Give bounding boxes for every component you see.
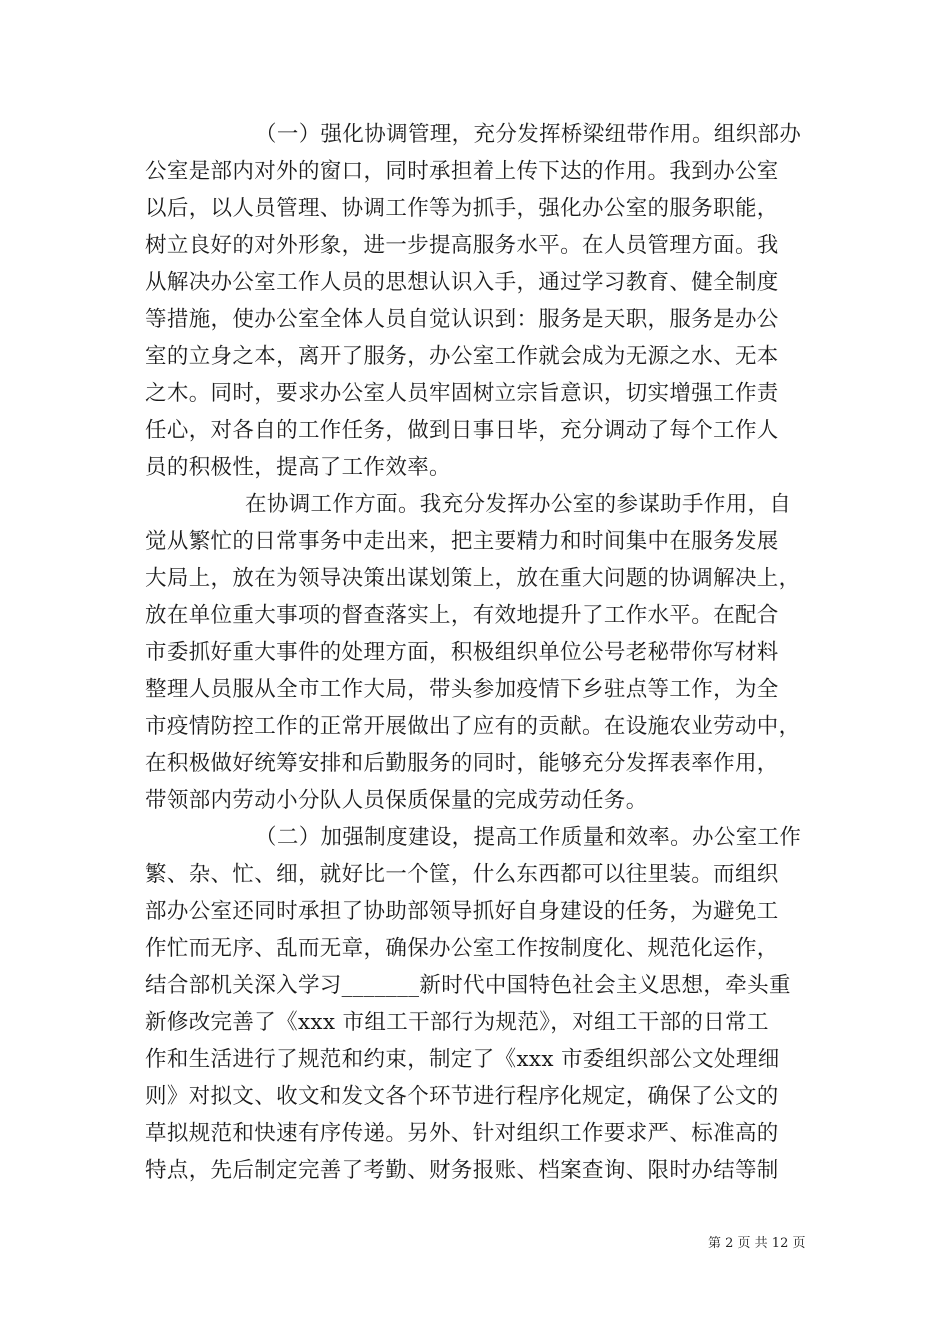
paragraph-line: （二）加强制度建设，提高工作质量和效率。办公室工作	[255, 825, 802, 850]
paragraph-line: 则》对拟文、收文和发文各个环节进行程序化规定，确保了公文的	[145, 1084, 779, 1109]
paragraph-line: 等措施，使办公室全体人员自觉认识到：服务是天职，服务是办公	[145, 307, 779, 332]
paragraph-line: 市疫情防控工作的正常开展做出了应有的贡献。在设施农业劳动中，	[145, 714, 801, 739]
paragraph-line: 放在单位重大事项的督查落实上，有效地提升了工作水平。在配合	[145, 603, 779, 628]
paragraph-line: 草拟规范和快速有序传递。另外、针对组织工作要求严、标准高的	[145, 1121, 779, 1146]
paragraph-line: 公室是部内对外的窗口，同时承担着上传下达的作用。我到办公室	[145, 159, 779, 184]
paragraph-line: 大局上，放在为领导决策出谋划策上，放在重大问题的协调解决上，	[145, 566, 801, 591]
paragraph-line: 作和生活进行了规范和约束，制定了《xxx 市委组织部公文处理细	[145, 1047, 780, 1072]
paragraph-line: （一）强化协调管理，充分发挥桥梁纽带作用。组织部办	[255, 122, 802, 147]
paragraph-line: 员的积极性，提高了工作效率。	[145, 455, 451, 480]
paragraph-line: 之木。同时，要求办公室人员牢固树立宗旨意识，切实增强工作责	[145, 381, 779, 406]
paragraph-line: 新修改完善了《xxx 市组工干部行为规范》，对组工干部的日常工	[145, 1010, 769, 1035]
paragraph-line: 特点，先后制定完善了考勤、财务报账、档案查询、限时办结等制	[145, 1158, 779, 1183]
paragraph-line: 结合部机关深入学习_______新时代中国特色社会主义思想，牵头重	[145, 973, 791, 998]
paragraph-line: 带领部内劳动小分队人员保质保量的完成劳动任务。	[145, 788, 648, 813]
paragraph-line: 部办公室还同时承担了协助部领导抓好自身建设的任务，为避免工	[145, 899, 779, 924]
document-body	[145, 116, 825, 1189]
paragraph-line: 整理人员服从全市工作大局，带头参加疫情下乡驻点等工作，为全	[145, 677, 779, 702]
paragraph-line: 觉从繁忙的日常事务中走出来，把主要精力和时间集中在服务发展	[145, 529, 779, 554]
paragraph-line: 以后，以人员管理、协调工作等为抓手，强化办公室的服务职能，	[145, 196, 779, 221]
paragraph-line: 繁、杂、忙、细，就好比一个筐，什么东西都可以往里装。而组织	[145, 862, 779, 887]
paragraph-line: 从解决办公室工作人员的思想认识入手，通过学习教育、健全制度	[145, 270, 779, 295]
paragraph-line: 市委抓好重大事件的处理方面，积极组织单位公号老秘带你写材料	[145, 640, 779, 665]
paragraph-line: 任心，对各自的工作任务，做到日事日毕，充分调动了每个工作人	[145, 418, 779, 443]
paragraph-line: 作忙而无序、乱而无章，确保办公室工作按制度化、规范化运作，	[145, 936, 779, 961]
paragraph-line: 树立良好的对外形象，进一步提高服务水平。在人员管理方面。我	[145, 233, 779, 258]
paragraph-line: 在协调工作方面。我充分发挥办公室的参谋助手作用，自	[245, 492, 792, 517]
paragraph-line: 在积极做好统筹安排和后勤服务的同时，能够充分发挥表率作用，	[145, 751, 779, 776]
page-number: 第 2 页 共 12 页	[708, 1236, 806, 1251]
paragraph-line: 室的立身之本，离开了服务，办公室工作就会成为无源之水、无本	[145, 344, 779, 369]
